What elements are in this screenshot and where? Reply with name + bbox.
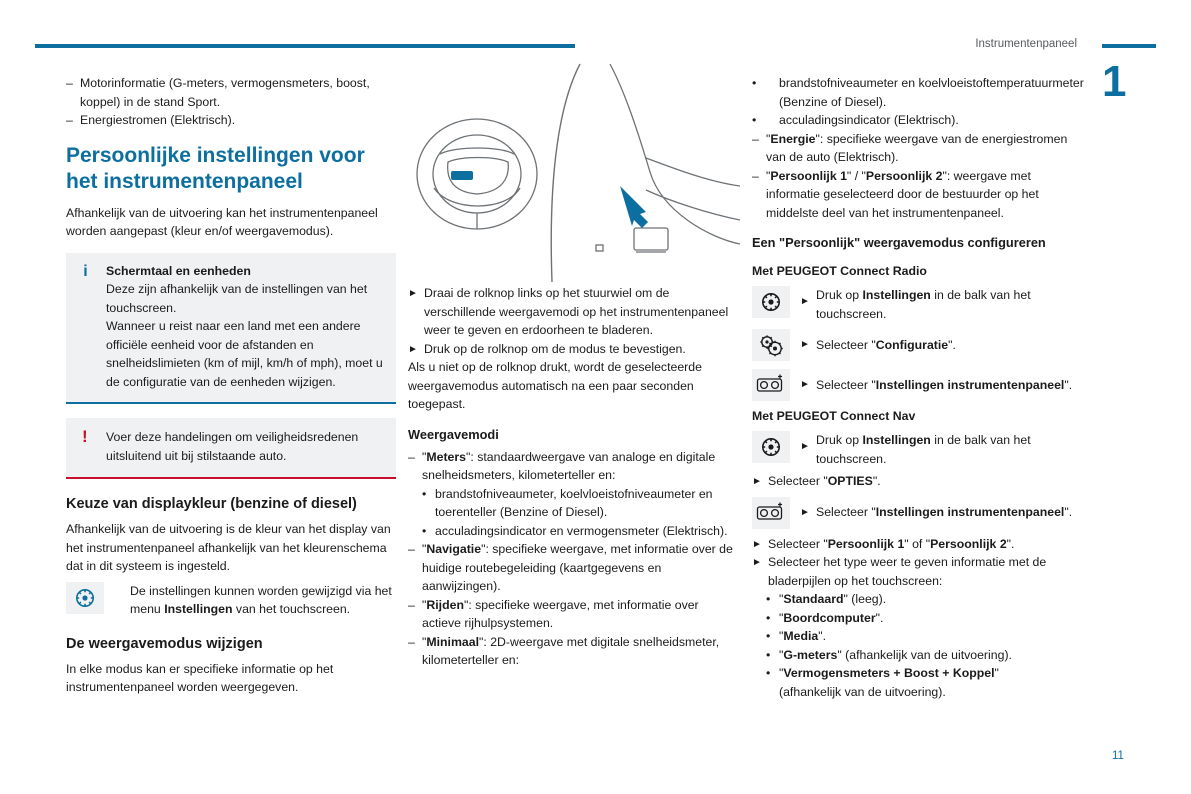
step-text-bold: Instellingen instrumentenpaneel: [875, 505, 1065, 520]
step-select-info-type: [752, 553, 1084, 590]
step-text-pre: Selecteer ": [816, 505, 876, 520]
gear-icon: [66, 582, 104, 614]
nav-step-2: [752, 472, 1084, 491]
mode-desc: : specifieke weergave, met informatie over de huidige routebegeleiding (kaartgegevens en aanwijzingen).: [422, 542, 733, 593]
mode-name: Energie: [770, 131, 816, 146]
section-intro: Afhankelijk van de uitvoering kan het instrumentenpaneel worden aangepast (kleur en/of weergavemodus).: [66, 205, 378, 238]
change-mode-text: In elke modus kan er specifieke informatie op het instrumentenpaneel worden weergegeven.: [66, 661, 334, 694]
bullet-marker: •: [766, 610, 771, 625]
info-type-extra: (afhankelijk van de uitvoering).: [779, 684, 946, 699]
radio-step-2: [752, 329, 1084, 363]
warning-text: Voer deze handelingen om veiligheidsredenen uitsluitend uit bij stilstaande auto.: [106, 430, 359, 463]
settings-text-pre: De instellingen kunnen worden gewijzigd via het menu: [130, 583, 392, 616]
display-color-text: Afhankelijk van de uitvoering is de kleur van het display van het instrumentenpaneel afhankelijk van het kleurenschema dat in dit systeem is ingesteld.: [66, 522, 391, 573]
step-text-post: ".: [1064, 377, 1073, 392]
step-text-bold: Configuratie: [875, 337, 949, 352]
bullet-marker: •: [766, 647, 771, 662]
info-type-name: Boordcomputer: [783, 610, 876, 625]
bullet-marker: •: [766, 666, 771, 680]
list-item: [408, 485, 738, 522]
list-item: • "Vermogensmeters + Boost + Koppel" (afhankelijk van de uitvoering).: [766, 666, 999, 699]
info-type-name: Vermogensmeters + Boost + Koppel: [783, 666, 995, 680]
info-type-name: G-meters: [783, 647, 838, 662]
radio-step-1: [752, 286, 1084, 323]
nav-step-3-text: [800, 497, 1084, 529]
dash-marker: –: [66, 76, 73, 90]
step-note: Als u niet op de rolknop drukt, wordt de geselecteerde weergavemodus automatisch na een paar seconden toegepast.: [408, 360, 702, 411]
mode-desc: : weergave met informatie geselecteerd door de bestuurder op het middelste deel van het instrumentenpaneel.: [766, 168, 1039, 220]
step-text-post: ".: [1064, 505, 1073, 520]
arrow-icon: ►: [408, 343, 418, 355]
list-item: [752, 74, 1084, 111]
radio-step-2-text: [800, 329, 1084, 361]
info-type-name: Standaard: [783, 592, 844, 606]
nav-step-3: [752, 497, 1084, 531]
configuration-icon: [752, 329, 790, 361]
column-1: [66, 74, 396, 697]
dash-marker: –: [752, 168, 759, 183]
mode-name: Rijden: [426, 597, 464, 612]
arrow-icon: ►: [800, 379, 810, 390]
arrow-icon: ►: [800, 296, 810, 307]
step-text-pre: Druk op: [816, 433, 863, 447]
list-item: • "G-meters" (afhankelijk van de uitvoering).: [752, 646, 1084, 665]
step-text: Selecteer het type weer te geven informatie met de bladerpijlen op het touchscreen:: [768, 555, 1047, 588]
step-text-pre: Selecteer ": [768, 536, 828, 551]
step-text-post: ".: [948, 337, 956, 352]
bullet-marker: •: [422, 486, 427, 501]
list-item: – "Rijden": specifieke weergave, met informatie over actieve rijhulpsystemen.: [408, 597, 699, 630]
heading-connect-nav: Met PEUGEOT Connect Nav: [752, 409, 916, 423]
arrow-icon: ►: [800, 441, 810, 452]
mode-desc: : standaardweergave van analoge en digitale snelheidsmeters, kilometerteller en:: [422, 449, 716, 482]
heading-display-color: Keuze van displaykleur (benzine of diesel): [66, 496, 357, 512]
list-item: • "Media".: [752, 627, 1084, 646]
page-number: 11: [1112, 750, 1124, 762]
dash-marker: –: [408, 449, 415, 464]
personal-2-label: Persoonlijk 2: [930, 536, 1007, 551]
arrow-icon: ►: [800, 339, 810, 350]
sub-item-text: acculadingsindicator (Elektrisch).: [779, 113, 959, 127]
list-item-text: Motorinformatie (G-meters, vermogensmeters, boost, koppel) in de stand Sport.: [80, 76, 370, 109]
steering-wheel-illustration: [410, 62, 740, 284]
section-title: Persoonlijke instellingen voor het instrumentenpaneel: [66, 143, 365, 193]
arrow-icon: ►: [752, 538, 762, 550]
info-icon: i: [83, 262, 88, 280]
warning-box: [66, 418, 396, 479]
dash-marker: –: [752, 131, 759, 146]
step-text: Druk op de rolknop om de modus te bevestigen.: [424, 341, 686, 356]
mode-name: Minimaal: [426, 634, 479, 649]
warning-icon: !: [82, 427, 88, 446]
list-item: [408, 522, 738, 541]
heading-change-mode: De weergavemodus wijzigen: [66, 635, 263, 652]
list-item-text: Energiestromen (Elektrisch).: [80, 113, 236, 127]
header-rule-left: [35, 44, 575, 48]
heading-configure-personal: Een "Persoonlijk" weergavemodus configureren: [752, 235, 1046, 250]
settings-text-bold: Instellingen: [164, 602, 233, 616]
bullet-marker: •: [752, 113, 757, 127]
list-item: • "Standaard" (leeg).: [752, 590, 1084, 609]
radio-step-1-text: [800, 286, 1084, 323]
column-3: [752, 74, 1084, 701]
arrow-icon: ►: [752, 557, 762, 568]
info-type-extra: (leeg).: [847, 592, 887, 606]
list-item: [66, 111, 396, 130]
settings-icon-row-text: [114, 582, 396, 619]
step-text-mid: " of ": [904, 536, 931, 551]
settings-icon-row: [66, 582, 396, 619]
step-text-post: in de balk van het touchscreen.: [816, 288, 1031, 321]
info-note-line1: Deze zijn afhankelijk van de instellingen van het touchscreen.: [106, 282, 368, 315]
mode-name: Meters: [426, 449, 467, 464]
info-note-title: Schermtaal en eenheden: [106, 263, 251, 278]
list-item: [66, 74, 396, 111]
info-type-extra: .: [879, 610, 884, 625]
list-item: [752, 111, 1084, 130]
step-text-bold: Instellingen: [862, 433, 931, 447]
bullet-marker: •: [766, 592, 771, 606]
info-note-line2: Wanneer u reist naar een land met een andere officiële eenheid voor de afstanden en snelheidslimieten (km of mijl, km/h of mph), moet u de configuratie van de eenheden wijzigen.: [106, 319, 383, 389]
nav-step-1: [752, 431, 1084, 468]
step-text-pre: Selecteer ": [768, 474, 828, 488]
info-type-name: Media: [783, 629, 819, 643]
step-text-bold: Instellingen: [862, 288, 931, 302]
mode-desc: : 2D-weergave met digitale snelheidsmeter, kilometerteller en:: [422, 634, 720, 667]
nav-step-1-text: [800, 431, 1084, 468]
sub-item-text: brandstofniveaumeter en koelvloeistoftemperatuurmeter (Benzine of Diesel).: [779, 76, 1084, 109]
mode-desc: : specifieke weergave van de energiestromen van de auto (Elektrisch).: [766, 131, 1068, 164]
list-item: – "Persoonlijk 1" / "Persoonlijk 2": weergave met informatie geselecteerd door de bestuurder op het middelste deel van het instrumentenpaneel.: [752, 168, 1039, 220]
list-item: • "Boordcomputer".: [752, 609, 1084, 628]
instrument-panel-settings-icon: [752, 497, 790, 529]
info-type-extra: .: [822, 629, 827, 643]
mode-name-personal-2: Persoonlijk 2: [865, 168, 943, 183]
dash-marker: –: [66, 113, 73, 127]
heading-connect-radio: Met PEUGEOT Connect Radio: [752, 264, 927, 278]
arrow-icon: ►: [408, 288, 418, 299]
mode-name-personal-1: Persoonlijk 1: [770, 168, 847, 183]
dash-marker: –: [408, 597, 415, 612]
radio-step-3: [752, 369, 1084, 403]
personal-1-label: Persoonlijk 1: [827, 536, 905, 551]
step-text-post: ".: [1006, 536, 1015, 551]
step-turn-roller: [408, 284, 738, 340]
step-text-pre: Selecteer ": [816, 337, 876, 352]
step-text-post: ".: [872, 474, 881, 488]
bullet-marker: •: [766, 629, 771, 643]
dash-marker: –: [408, 542, 415, 556]
radio-step-3-text: [800, 369, 1084, 401]
sub-item-text: acculadingsindicator en vermogensmeter (Elektrisch).: [435, 523, 728, 538]
step-press-roller: [408, 340, 738, 359]
info-note-box: [66, 253, 396, 405]
chapter-number: 1: [1102, 57, 1127, 106]
column-2: [408, 284, 738, 670]
header-rule-right: [1102, 44, 1156, 48]
list-item: – "Minimaal": 2D-weergave met digitale snelheidsmeter, kilometerteller en:: [408, 634, 720, 667]
step-text-post: in de balk van het touchscreen.: [816, 433, 1031, 466]
gear-icon: [752, 431, 790, 463]
settings-text-post: van het touchscreen.: [232, 602, 351, 616]
bullet-marker: •: [422, 523, 427, 538]
list-item: – "Energie": specifieke weergave van de energiestromen van de auto (Elektrisch).: [752, 131, 1068, 164]
page-header-title: Instrumentenpaneel: [975, 38, 1077, 50]
step-text-pre: Selecteer ": [816, 377, 876, 392]
mode-name: Navigatie: [426, 542, 482, 556]
step-text: Draai de rolknop links op het stuurwiel om de verschillende weergavemodi op het instrumentenpaneel weer te geven en erdoorheen te bladeren.: [424, 286, 729, 337]
instrument-panel-settings-icon: [752, 369, 790, 401]
list-item: – "Meters": standaardweergave van analoge en digitale snelheidsmeters, kilometerteller en:: [408, 449, 716, 482]
gear-icon: [752, 286, 790, 318]
arrow-icon: ►: [800, 506, 810, 518]
step-text-bold: OPTIES: [827, 474, 873, 488]
step-text-pre: Druk op: [816, 288, 863, 302]
info-type-extra: (afhankelijk van de uitvoering).: [841, 647, 1012, 662]
heading-display-modes: Weergavemodi: [408, 426, 499, 442]
step-select-personal: [752, 535, 1084, 554]
mode-desc: : specifieke weergave, met informatie over actieve rijhulpsystemen.: [422, 597, 699, 630]
list-item: – "Navigatie": specifieke weergave, met informatie over de huidige routebegeleiding (kaartgegevens en aanwijzingen).: [408, 542, 733, 593]
bullet-marker: •: [752, 76, 757, 90]
sub-item-text: brandstofniveaumeter, koelvloeistofniveaumeter en toerenteller (Benzine of Diesel).: [435, 486, 713, 519]
step-text-bold: Instellingen instrumentenpaneel: [875, 377, 1065, 392]
dash-marker: –: [408, 634, 415, 649]
arrow-icon: ►: [752, 476, 762, 487]
